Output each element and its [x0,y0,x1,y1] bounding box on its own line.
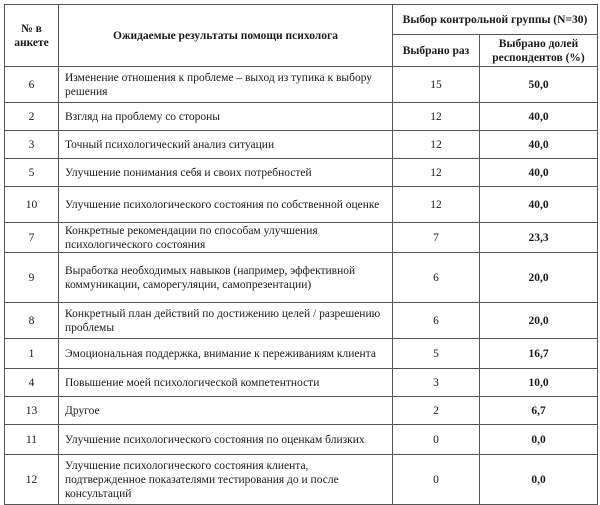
header-row [5,5,598,35]
table-row [5,253,598,303]
row-count: 7 [393,223,480,253]
row-label: Точный психологический анализ ситуации [59,131,393,159]
table-row [5,339,598,369]
table-row [5,397,598,425]
row-count: 5 [393,339,480,369]
header-times-selected: Выбрано раз [393,35,480,67]
row-number: 3 [5,131,59,159]
row-count: 6 [393,303,480,339]
table-row [5,455,598,505]
row-label: Улучшение психологического состояния по собственной оценке [59,187,393,223]
row-count: 0 [393,455,480,505]
table-row [5,67,598,103]
header-group-choice: Выбор контрольной группы (N=30) [393,5,598,35]
table-row [5,187,598,223]
table-row [5,369,598,397]
row-label: Эмоциональная поддержка, внимание к переживаниям клиента [59,339,393,369]
row-count: 12 [393,103,480,131]
row-count: 15 [393,67,480,103]
row-number: 1 [5,339,59,369]
row-label: Улучшение психологического состояния клиента, подтвержденное показателями тестирования до и после консультаций [59,455,393,505]
row-percent: 40,0 [480,187,598,223]
row-label: Выработка необходимых навыков (например, эффективной коммуникации, саморегуляции, самопрезентации) [59,253,393,303]
row-percent: 0,0 [480,455,598,505]
row-label: Конкретный план действий по достижению целей / разрешению проблемы [59,303,393,339]
row-number: 10 [5,187,59,223]
row-count: 0 [393,425,480,455]
row-percent: 16,7 [480,339,598,369]
row-count: 2 [393,397,480,425]
row-percent: 10,0 [480,369,598,397]
row-number: 6 [5,67,59,103]
header-number: № в анкете [5,5,59,67]
row-count: 3 [393,369,480,397]
row-percent: 0,0 [480,425,598,455]
table-row [5,103,598,131]
row-percent: 20,0 [480,253,598,303]
row-number: 8 [5,303,59,339]
table-row [5,303,598,339]
row-number: 2 [5,103,59,131]
row-percent: 50,0 [480,67,598,103]
row-percent: 23,3 [480,223,598,253]
row-count: 12 [393,131,480,159]
row-label: Улучшение психологического состояния по оценкам близких [59,425,393,455]
row-label: Конкретные рекомендации по способам улучшения психологического состояния [59,223,393,253]
table-row [5,131,598,159]
row-label: Улучшение понимания себя и своих потребностей [59,159,393,187]
row-number: 13 [5,397,59,425]
table-row [5,223,598,253]
header-expected-results: Ожидаемые результаты помощи психолога [59,5,393,67]
row-count: 6 [393,253,480,303]
row-number: 11 [5,425,59,455]
results-table [4,4,598,505]
row-label: Другое [59,397,393,425]
row-count: 12 [393,187,480,223]
row-number: 12 [5,455,59,505]
row-number: 4 [5,369,59,397]
row-percent: 40,0 [480,159,598,187]
row-percent: 6,7 [480,397,598,425]
row-number: 7 [5,223,59,253]
row-percent: 40,0 [480,103,598,131]
row-label: Взгляд на проблему со стороны [59,103,393,131]
row-label: Повышение моей психологической компетентности [59,369,393,397]
row-label: Изменение отношения к проблеме – выход из тупика к выбору решения [59,67,393,103]
table-row [5,159,598,187]
row-percent: 40,0 [480,131,598,159]
row-count: 12 [393,159,480,187]
row-percent: 20,0 [480,303,598,339]
row-number: 5 [5,159,59,187]
row-number: 9 [5,253,59,303]
table-row [5,425,598,455]
header-share-selected: Выбрано долей респондентов (%) [480,35,598,67]
